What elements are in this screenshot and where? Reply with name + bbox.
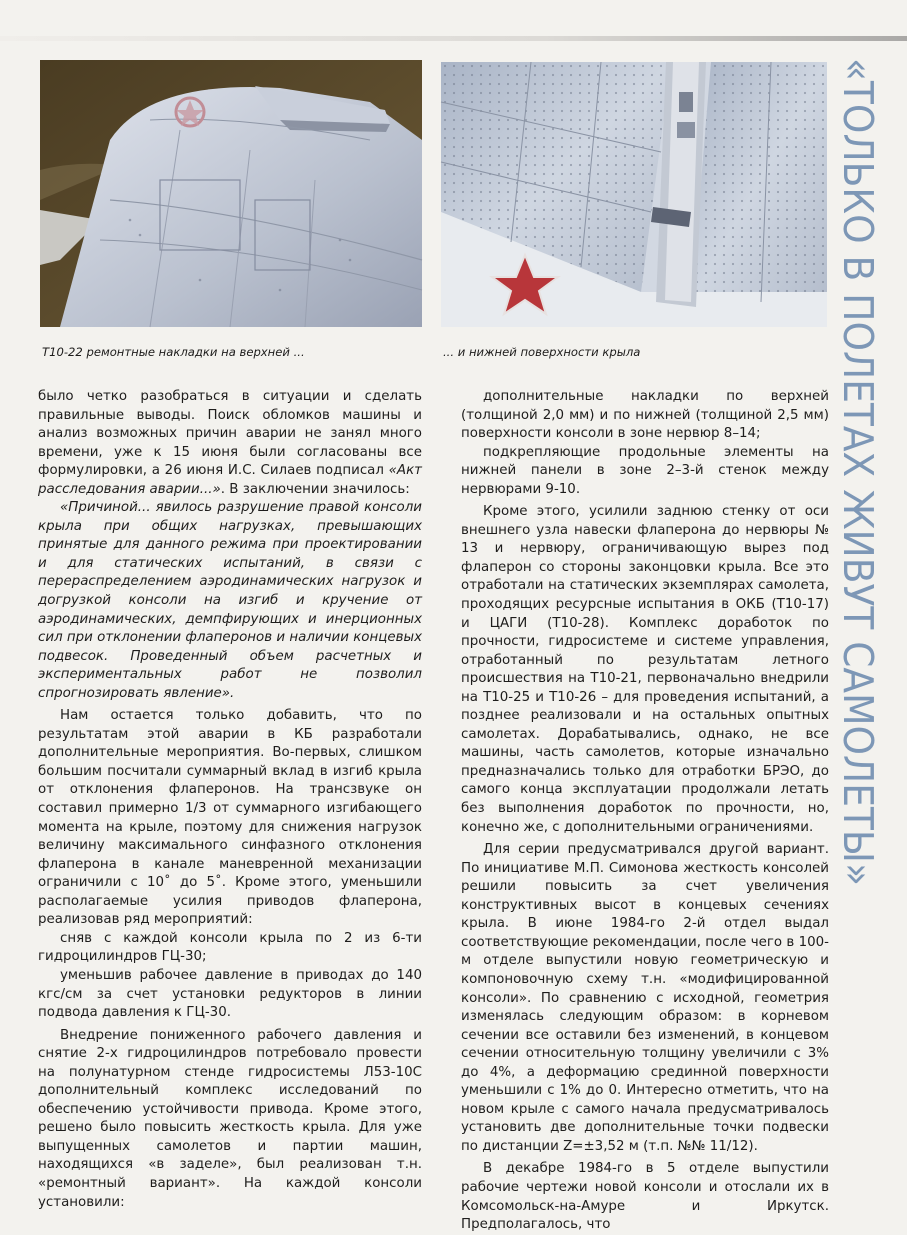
sidebar-section-title [834, 58, 896, 963]
paragraph: Внедрение пониженного рабочего давления и снятие 2-х гидроцилиндров потребовало провести на полунатурном стенде гидросистемы Л53-10С дополнительный комплекс исследований по обеспечению устойчивости привода. Кроме этого, решено было повысить жесткость крыла. Для уже выпущенных самолетов и партии машин, находящихся «в заделе», был реализован т.н. «ремонтный вариант». На каждой консоли установили: [38, 1027, 422, 1210]
paragraph: В декабре 1984-го в 5 отделе выпустили рабочие чертежи новой консоли и отослали их в Комсомольск-на-Амуре и Иркутск. Предполагалось, что [461, 1161, 829, 1233]
photo-wing-lower-surface [441, 62, 827, 327]
paragraph: Нам остается только добавить, что по результатам этой аварии в КБ разработали дополнительные мероприятия. Во-первых, слишком большим посчитали суммарный вклад в изгиб крыла от отклонения флаперонов. На трансзвуке он составил примерно 1/3 от суммарного изгибающего момента на крыле, поэтому для снижения нагрузок величину максимального синфазного отклонения флаперона в канале маневренной механизации ограничили с 10˚ до 5˚. Кроме этого, уменьшили располагаемые усилия приводов флаперона, реализовав ряд мероприятий: [38, 708, 422, 928]
sidebar-title-text: «ТОЛЬКО В ПОЛЕТАХ ЖИВУТ САМОЛЕТЫ» [834, 58, 882, 963]
photo-wing-upper-surface [40, 60, 422, 327]
photo-caption-left: Т10-22 ремонтные накладки на верхней ... [42, 345, 305, 359]
paragraph-quote: «Причиной... явилось разрушение правой консоли крыла при общих нагрузках, превышающих принятые для данного режима при проектировании и для статических испытаний, в связи с перераспределением аэродинамических нагрузок и догрузкой консоли на изгиб и кручение от аэродинамических, демпфирующих и инерционных сил при отклонении флаперонов и наличии концевых подвесок. Проведенный объем расчетных и экспериментальных работ не позволил спрогнозировать явление». [38, 500, 422, 701]
text-column-left [38, 388, 422, 1212]
photo-caption-right: ... и нижней поверхности крыла [443, 345, 641, 359]
paragraph: было четко разобраться в ситуации и сделать правильные выводы. Поиск обломков машины и анализ возможных причин аварии не занял много времени, уже к 15 июня были согласованы все формулировки, а 26 июня И.С. Силаев подписал «Акт расследования аварии...». В заключении значилось: [38, 389, 422, 497]
paragraph: Для серии предусматривался другой вариант. По инициативе М.П. Симонова жесткость консолей решили повысить за счет увеличения конструктивных высот в концевых сечениях крыла. В июне 1984-го 2-й отдел выдал соответствующие рекомендации, после чего в 100-м отделе выпустили новую геометрическую и компоновочную схему т.н. «модифицированной консоли». По сравнению с исходной, геометрия изменялась следующим образом: в корневом сечении все оставили без изменений, в концевом сечении относительную толщину увеличили с 3% до 4%, а деформацию срединной поверхности уменьшили с 1% до 0. Интересно отметить, что на новом крыле с самого начала предусматривалось установить две дополнительные точки подвески по дистанции Z=±3,52 м (т.п. №№ 11/12). [461, 842, 829, 1154]
list-item: дополнительные накладки по верхней (толщиной 2,0 мм) и по нижней (толщиной 2,5 мм) поверхности консоли в зоне нервюр 8–14; [461, 389, 829, 442]
list-item: подкрепляющие продольные элементы на нижней панели в зоне 2–3-й стенок между нервюрами 9-10. [461, 444, 829, 497]
text-column-right [461, 388, 829, 1235]
list-item: сняв с каждой консоли крыла по 2 из 6-ти гидроцилиндров ГЦ-30; [38, 930, 422, 965]
paragraph: Кроме этого, усилили заднюю стенку от оси внешнего узла навески флаперона до нервюры № 13 и нервюру, ограничивающую вырез под флаперон со стороны законцовки крыла. Все это отработали на статических экземплярах самолета, проходящих ресурсные испытания в ОКБ (Т10-17) и ЦАГИ (Т10-28). Комплекс доработок по прочности, гидросистеме и системе управления, отработанный по результатам летного происшествия на Т10-21, первоначально внедрили на Т10-25 и Т10-26 – для проведения испытаний, а позднее реализовали и на остальных опытных самолетах. Дорабатывались, однако, не все машины, часть самолетов, которые изначально предназначались только для отработки БРЭО, до самого конца эксплуатации продолжали летать без выполнения доработок по прочности, но, конечно же, с дополнительными ограничениями. [461, 504, 829, 835]
list-item: уменьшив рабочее давление в приводах до 140 кгс/см за счет установки редукторов в линии подвода давления к ГЦ-30. [38, 967, 422, 1021]
top-rule [0, 36, 907, 41]
